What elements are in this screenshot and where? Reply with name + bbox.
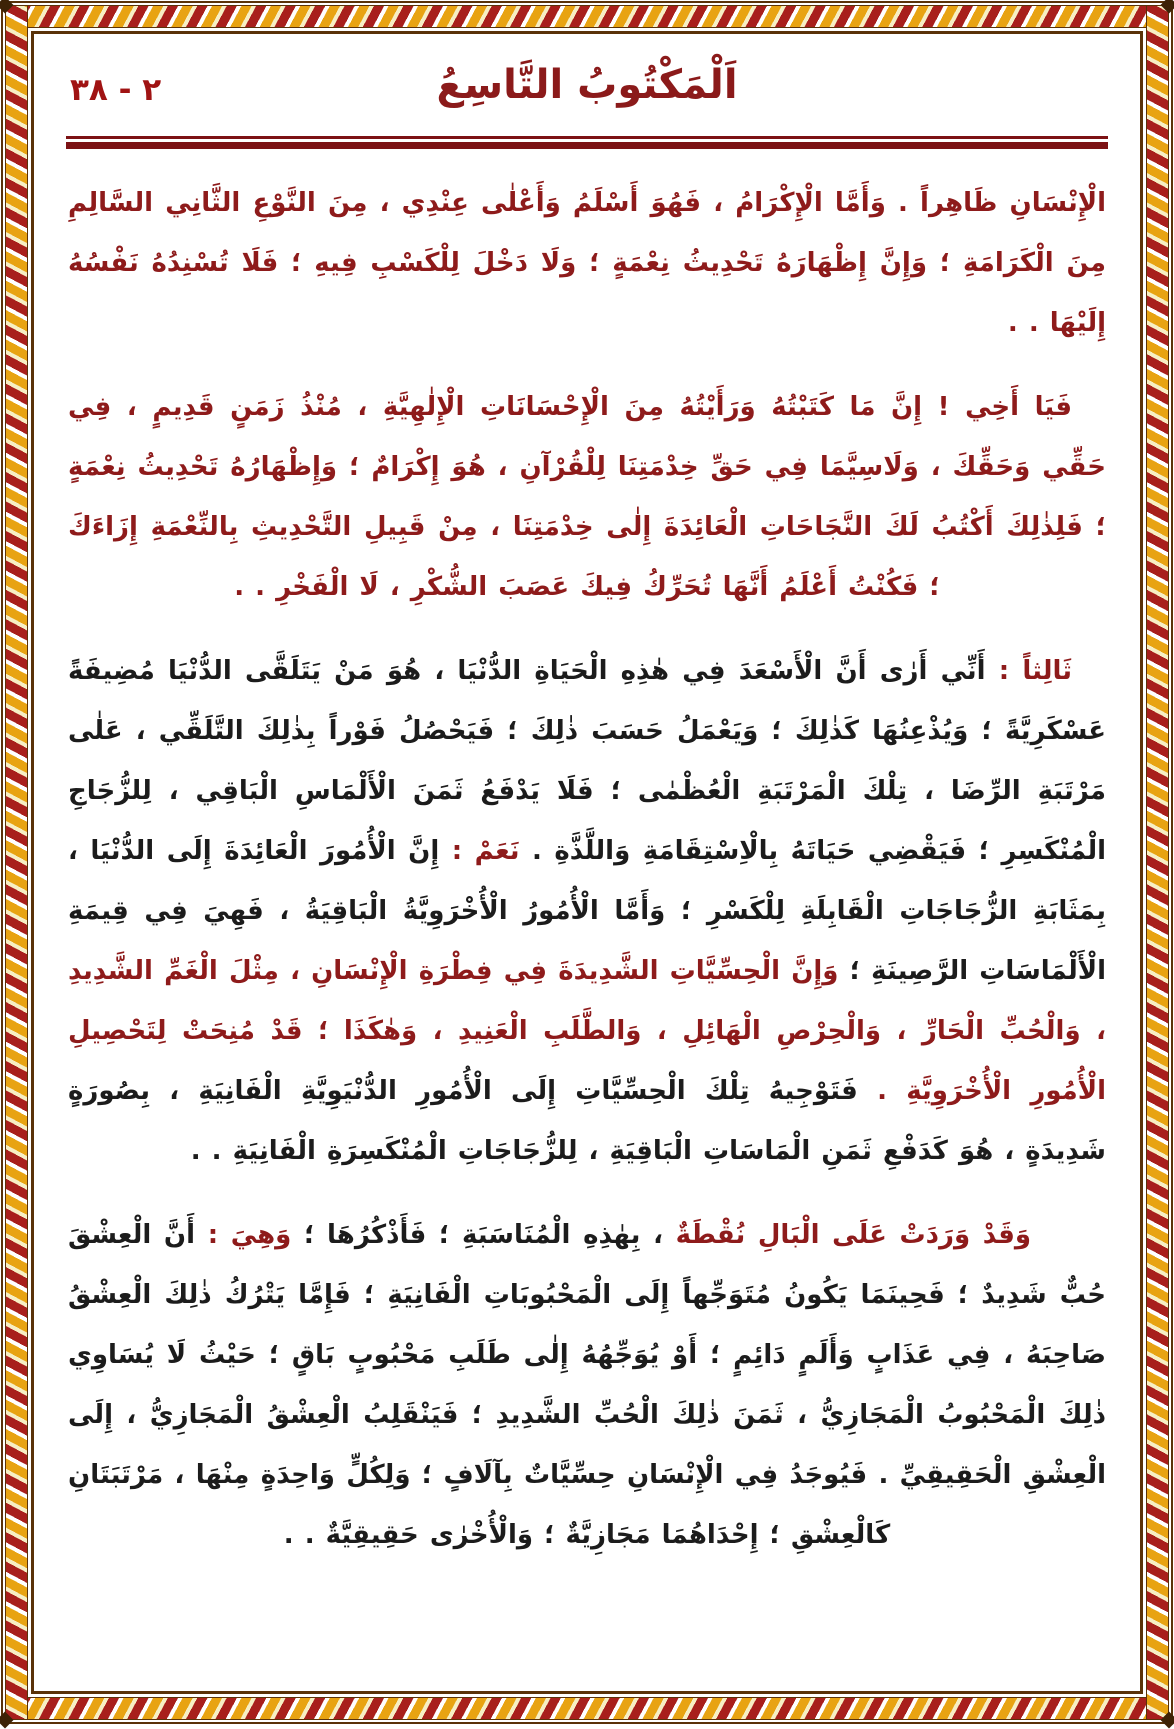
text-segment: وَإِنَّ الْحِسِّيَّاتِ الشَّدِيدَةَ فِي فِطْرَةِ الْإِنْسَانِ ، مِثْلَ الْغَمِّ الشَّدِيدِ ، وَالْحُبِّ الْحَارِّ ، وَالْحِرْصِ الْهَائِلِ ، وَالطَّلَبِ الْعَنِيدِ ، وَهٰكَذَا ؛ قَدْ مُنِحَتْ لِتَحْصِيلِ الْأُمُورِ الْأُخْرَوِيَّةِ .: [68, 956, 1106, 1106]
page-title: اَلْمَكْتُوبُ التَّاسِعُ: [436, 62, 738, 108]
header-divider-rule: [66, 136, 1108, 149]
paragraph-1: [68, 173, 1106, 353]
page-header: [64, 58, 1110, 132]
text-segment: أَنَّ الْعِشْقَ حُبٌّ شَدِيدٌ ؛ فَحِينَمَا يَكُونُ مُتَوَجِّهاً إِلَى الْمَحْبُوبَاتِ الْفَانِيَةِ ؛ فَإِمَّا يَتْرُكُ ذٰلِكَ الْعِشْقُ صَاحِبَهُ ، فِي عَذَابٍ وَأَلَمٍ دَائِمٍ ؛ أَوْ يُوَجِّهُهُ إِلٰى طَلَبِ مَحْبُوبٍ بَاقٍ ؛ حَيْثُ لَا يُسَاوِي ذٰلِكَ الْمَحْبُوبُ الْمَجَازِيُّ ، ثَمَنَ ذٰلِكَ الْحُبِّ الشَّدِيدِ ؛ فَيَنْقَلِبُ الْعِشْقُ الْمَجَازِيُّ ، إِلَى الْعِشْقِ الْحَقِيقِيِّ . فَيُوجَدُ فِي الْإِنْسَانِ حِسِّيَّاتٌ بِآلَافٍ ؛ وَلِكُلٍّ وَاحِدَةٍ مِنْهَا ، مَرْتَبَتَانِ كَالْعِشْقِ ؛ إِحْدَاهُمَا مَجَازِيَّةٌ ؛ وَالْأُخْرٰى حَقِيقِيَّةٌ . .: [68, 1220, 1106, 1550]
text-segment: وَقَدْ وَرَدَتْ عَلَى الْبَالِ نُقْطَةٌ: [662, 1220, 1031, 1250]
page-number: ٢ - ٣٨: [70, 72, 162, 108]
paragraph-4: [68, 1205, 1106, 1565]
border-band-bottom: [5, 1697, 1169, 1720]
paragraph-3: [68, 641, 1106, 1181]
page-content: [34, 34, 1140, 1691]
paragraph-2: [68, 377, 1106, 617]
text-segment: ثَالِثاً :: [985, 656, 1072, 686]
text-segment: ، بِهٰذِهِ الْمُنَاسَبَةِ ؛ فَأَذْكُرُهَا ؛: [291, 1220, 663, 1250]
text-segment: إِنَّ الْأُمُورَ الْعَائِدَةَ إِلَى الدُّنْيَا ، بِمَثَابَةِ الزُّجَاجَاتِ الْقَابِلَةِ لِلْكَسْرِ ؛ وَأَمَّا الْأُمُورُ الْأُخْرَوِيَّةُ الْبَاقِيَةُ ، فَهِيَ فِي قِيمَةِ الْأَلْمَاسَاتِ الرَّصِينَةِ ؛: [68, 836, 1106, 986]
text-segment: وَهِيَ :: [195, 1220, 292, 1250]
text-segment: الْإِنْسَانِ ظَاهِراً . وَأَمَّا الْإِكْرَامُ ، فَهُوَ أَسْلَمُ وَأَعْلٰى عِنْدِي ، مِنَ النَّوْعِ الثَّانِي السَّالِمِ مِنَ الْكَرَامَةِ ؛ وَإِنَّ إِظْهَارَهُ تَحْدِيثُ نِعْمَةٍ ؛ وَلَا دَخْلَ لِلْكَسْبِ فِيهِ ؛ فَلَا تُسْنِدُهُ نَفْسُهُ إِلَيْهَا . .: [68, 188, 1106, 338]
border-band-top: [5, 5, 1169, 28]
border-band-left: [5, 5, 28, 1720]
text-segment: فَتَوْجِيهُ تِلْكَ الْحِسِّيَّاتِ إِلَى الْأُمُورِ الدُّنْيَوِيَّةِ الْفَانِيَةِ ، بِصُورَةٍ شَدِيدَةٍ ، هُوَ كَدَفْعِ ثَمَنِ الْمَاسَاتِ الْبَاقِيَةِ ، لِلزُّجَاجَاتِ الْمُنْكَسِرَةِ الْفَانِيَةِ . .: [68, 1076, 1106, 1166]
body-text: [64, 173, 1110, 1565]
text-segment: فَيَا أَخِي ! إِنَّ مَا كَتَبْتُهُ وَرَأَيْتُهُ مِنَ الْإِحْسَانَاتِ الْإِلٰهِيَّةِ ، مُنْذُ زَمَنٍ قَدِيمٍ ، فِي حَقِّي وَحَقِّكَ ، وَلَاسِيَّمَا فِي حَقِّ خِدْمَتِنَا لِلْقُرْآنِ ، هُوَ إِكْرَامٌ ؛ وَإِظْهَارُهُ تَحْدِيثُ نِعْمَةٍ ؛ فَلِذٰلِكَ أَكْتُبُ لَكَ النَّجَاحَاتِ الْعَائِدَةَ إِلٰى خِدْمَتِنَا ، مِنْ قَبِيلِ التَّحْدِيثِ بِالنِّعْمَةِ إِزَاءَكَ ؛ فَكُنْتُ أَعْلَمُ أَنَّهَا تُحَرِّكُ فِيكَ عَصَبَ الشُّكْرِ ، لَا الْفَخْرِ . .: [68, 392, 1106, 602]
text-segment: نَعَمْ :: [439, 836, 520, 866]
border-band-right: [1146, 5, 1169, 1720]
text-segment: أَنِّي أَرٰى أَنَّ الْأَسْعَدَ فِي هٰذِهِ الْحَيَاةِ الدُّنْيَا ، هُوَ مَنْ يَتَلَقَّى الدُّنْيَا مُضِيفَةً عَسْكَرِيَّةً ؛ وَيُذْعِنُهَا كَذٰلِكَ ؛ وَيَعْمَلُ حَسَبَ ذٰلِكَ ؛ فَيَحْصُلُ فَوْراً بِذٰلِكَ التَّلَقِّي ، عَلٰى مَرْتَبَةِ الرِّضَا ، تِلْكَ الْمَرْتَبَةِ الْعُظْمٰى ؛ فَلَا يَدْفَعُ ثَمَنَ الْأَلْمَاسِ الْبَاقِي ، لِلزُّجَاجِ الْمُنْكَسِرِ ؛ فَيَقْضِي حَيَاتَهُ بِالْاِسْتِقَامَةِ وَاللَّذَّةِ .: [68, 656, 1107, 866]
